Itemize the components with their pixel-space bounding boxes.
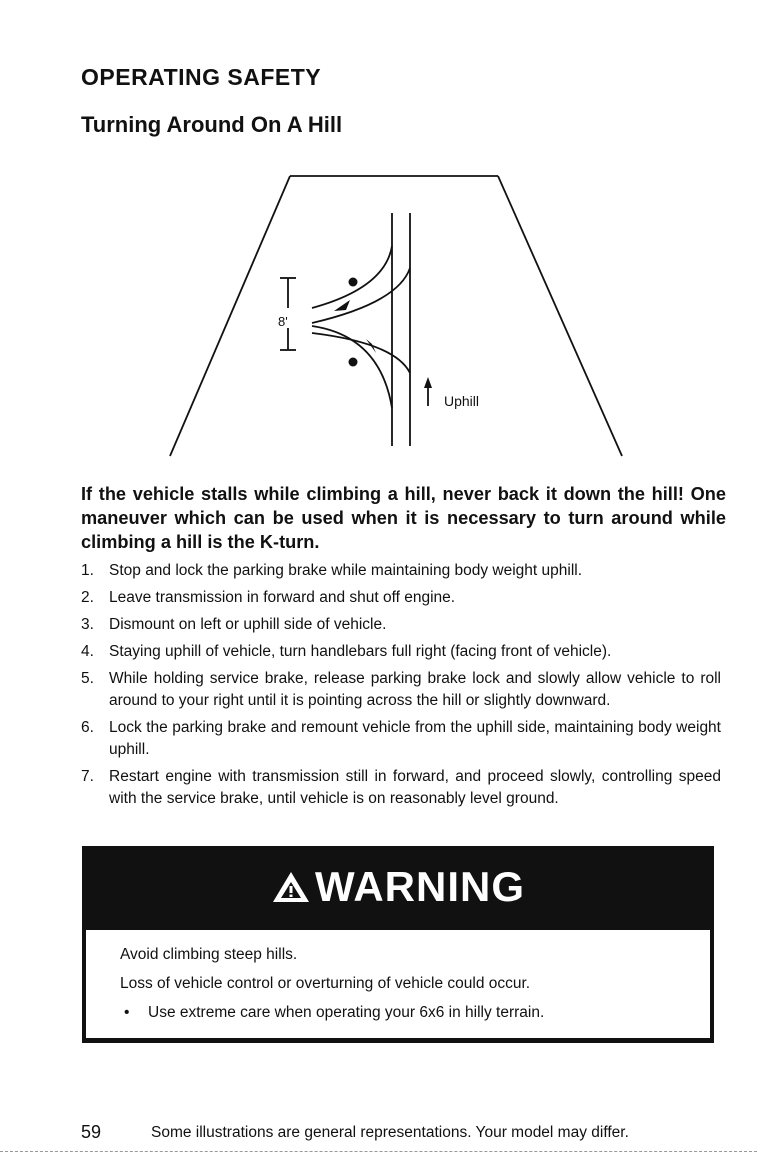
- bullet-icon: •: [124, 1004, 130, 1021]
- step-number: 1.: [81, 562, 94, 579]
- uphill-arrow-head: [424, 377, 432, 388]
- uphill-label: Uphill: [444, 393, 480, 409]
- steps-list: [81, 560, 721, 815]
- step-number: 4.: [81, 643, 94, 660]
- step-text: Restart engine with transmission still in forward, and proceed slowly, controlling speed with the service brake, until vehicle is on reasonably level ground.: [109, 768, 721, 807]
- step-text: Stop and lock the parking brake while maintaining body weight uphill.: [109, 562, 583, 579]
- subsection-title: Turning Around On A Hill: [81, 112, 343, 137]
- step-number: 5.: [81, 670, 94, 687]
- turn-path-lower: [312, 326, 392, 408]
- footer-disclaimer: Some illustrations are general representations. Your model may differ.: [151, 1124, 629, 1141]
- list-item: [81, 614, 721, 636]
- section-title: OPERATING SAFETY: [81, 64, 322, 90]
- page-number: 59: [81, 1122, 102, 1142]
- step-number: 6.: [81, 719, 94, 736]
- list-item: [81, 641, 721, 663]
- hill-left-edge: [170, 176, 290, 456]
- vehicle-position-dot-upper: [349, 278, 358, 287]
- step-number: 3.: [81, 616, 94, 633]
- warning-title: WARNING: [315, 863, 525, 910]
- step-text: Staying uphill of vehicle, turn handlebars full right (facing front of vehicle).: [109, 643, 612, 660]
- warning-box: [82, 846, 714, 1043]
- step-number: 7.: [81, 768, 94, 785]
- warning-bullet: [120, 998, 710, 1027]
- step-text: While holding service brake, release parking brake lock and slowly allow vehicle to roll around to your right until it is pointing across the hill or slightly downward.: [109, 670, 721, 709]
- turn-arrow-upper: [334, 300, 350, 311]
- list-item: [81, 717, 721, 761]
- list-item: [81, 668, 721, 712]
- vehicle-position-dot-lower: [349, 358, 358, 367]
- step-text: Lock the parking brake and remount vehicle from the uphill side, maintaining body weight uphill.: [109, 719, 721, 758]
- warning-triangle-icon: [271, 870, 311, 904]
- lead-paragraph: If the vehicle stalls while climbing a hill, never back it down the hill! One maneuver which can be used when it is necessary to turn around while climbing a hill is the K-turn.: [81, 484, 726, 552]
- warning-header: [82, 846, 714, 928]
- step-number: 2.: [81, 589, 94, 606]
- warning-line: Loss of vehicle control or overturning of vehicle could occur.: [120, 975, 531, 992]
- turn-path-lower-inner: [312, 333, 410, 373]
- list-item: [81, 587, 721, 609]
- distance-label: 8': [278, 314, 288, 329]
- warning-body: [86, 930, 710, 1038]
- warning-line: Avoid climbing steep hills.: [120, 946, 298, 963]
- list-item: [81, 766, 721, 810]
- step-text: Dismount on left or uphill side of vehicle.: [109, 616, 387, 633]
- footer-divider: [0, 1151, 757, 1152]
- list-item: [81, 560, 721, 582]
- hill-right-edge: [498, 176, 622, 456]
- turn-path-upper-inner: [312, 268, 410, 323]
- warning-bullet-text: Use extreme care when operating your 6x6 in hilly terrain.: [148, 1004, 545, 1021]
- step-text: Leave transmission in forward and shut off engine.: [109, 589, 456, 606]
- k-turn-diagram: [160, 168, 630, 463]
